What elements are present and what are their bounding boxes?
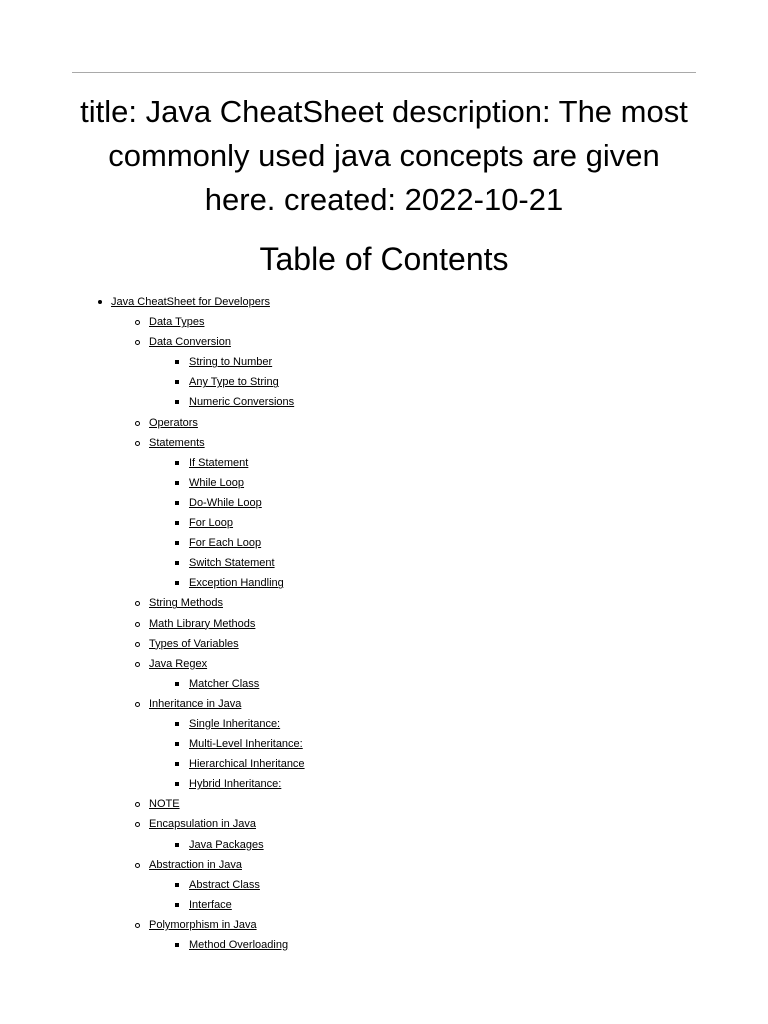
toc-item-level-3 <box>72 493 696 513</box>
toc-item-level-3 <box>72 875 696 895</box>
toc-link[interactable]: Abstract Class <box>189 878 260 891</box>
toc-link[interactable]: Statements <box>149 436 205 449</box>
square-bullet-icon <box>175 903 179 907</box>
toc-link[interactable]: Multi-Level Inheritance: <box>189 738 303 751</box>
square-bullet-icon <box>175 501 179 505</box>
toc-link[interactable]: Types of Variables <box>149 637 239 650</box>
square-bullet-icon <box>175 883 179 887</box>
toc-link[interactable]: Method Overloading <box>189 939 289 951</box>
toc-item-level-3 <box>72 553 696 573</box>
circle-bullet-icon <box>135 441 140 446</box>
toc-heading: Table of Contents <box>259 241 509 277</box>
toc-item-level-2 <box>72 814 696 834</box>
toc-item-level-2 <box>72 593 696 613</box>
toc-link[interactable]: Hybrid Inheritance: <box>189 778 282 791</box>
toc-link[interactable]: Abstraction in Java <box>149 858 242 871</box>
square-bullet-icon <box>175 541 179 545</box>
circle-bullet-icon <box>135 822 140 827</box>
toc-item-level-3 <box>72 935 696 955</box>
toc-link[interactable]: Hierarchical Inheritance <box>189 758 305 771</box>
square-bullet-icon <box>175 581 179 585</box>
toc-item-level-3 <box>72 754 696 774</box>
square-bullet-icon <box>175 762 179 766</box>
circle-bullet-icon <box>135 622 140 627</box>
toc-item-level-2 <box>72 433 696 453</box>
toc-item-level-3 <box>72 533 696 553</box>
toc-link[interactable]: Math Library Methods <box>149 617 256 630</box>
table-of-contents <box>72 292 696 955</box>
circle-bullet-icon <box>135 340 140 345</box>
toc-link[interactable]: Data Types <box>149 316 205 329</box>
square-bullet-icon <box>175 843 179 847</box>
toc-item-level-1 <box>72 292 696 312</box>
circle-bullet-icon <box>135 802 140 807</box>
toc-link[interactable]: Java Regex <box>149 657 208 670</box>
square-bullet-icon <box>175 380 179 384</box>
toc-link[interactable]: Operators <box>149 416 198 429</box>
toc-item-level-2 <box>72 614 696 634</box>
square-bullet-icon <box>175 561 179 565</box>
toc-item-level-3 <box>72 895 696 915</box>
square-bullet-icon <box>175 400 179 404</box>
toc-link[interactable]: Java Packages <box>189 838 264 851</box>
toc-link[interactable]: While Loop <box>189 476 245 489</box>
square-bullet-icon <box>175 682 179 686</box>
toc-item-level-2 <box>72 794 696 814</box>
toc-link[interactable]: If Statement <box>189 456 249 469</box>
toc-item-level-3 <box>72 392 696 412</box>
horizontal-rule <box>72 72 696 73</box>
toc-item-level-3 <box>72 513 696 533</box>
circle-bullet-icon <box>135 923 140 928</box>
disc-bullet-icon <box>98 300 102 304</box>
square-bullet-icon <box>175 722 179 726</box>
toc-link[interactable]: Interface <box>189 898 232 911</box>
square-bullet-icon <box>175 461 179 465</box>
toc-link[interactable]: Any Type to String <box>189 376 279 389</box>
circle-bullet-icon <box>135 421 140 426</box>
toc-item-level-2 <box>72 855 696 875</box>
toc-item-level-2 <box>72 654 696 674</box>
toc-item-level-3 <box>72 774 696 794</box>
square-bullet-icon <box>175 521 179 525</box>
toc-link[interactable]: Matcher Class <box>189 677 260 690</box>
toc-link[interactable]: Numeric Conversions <box>189 396 295 409</box>
toc-item-level-2 <box>72 915 696 935</box>
square-bullet-icon <box>175 360 179 364</box>
toc-item-level-2 <box>72 312 696 332</box>
circle-bullet-icon <box>135 601 140 606</box>
circle-bullet-icon <box>135 320 140 325</box>
circle-bullet-icon <box>135 863 140 868</box>
toc-link[interactable]: Java CheatSheet for Developers <box>111 296 270 308</box>
toc-link[interactable]: NOTE <box>149 798 180 811</box>
square-bullet-icon <box>175 782 179 786</box>
toc-item-level-3 <box>72 372 696 392</box>
toc-link[interactable]: String to Number <box>189 356 273 369</box>
toc-link[interactable]: Encapsulation in Java <box>149 818 257 831</box>
toc-link[interactable]: Polymorphism in Java <box>149 918 257 931</box>
toc-item-level-3 <box>72 835 696 855</box>
toc-link[interactable]: String Methods <box>149 597 223 610</box>
toc-link[interactable]: Inheritance in Java <box>149 697 242 710</box>
square-bullet-icon <box>175 742 179 746</box>
toc-item-level-2 <box>72 694 696 714</box>
toc-item-level-3 <box>72 453 696 473</box>
toc-link[interactable]: Do-While Loop <box>189 496 262 509</box>
toc-link[interactable]: For Each Loop <box>189 537 262 550</box>
toc-link[interactable]: Data Conversion <box>149 336 231 349</box>
toc-item-level-3 <box>72 734 696 754</box>
circle-bullet-icon <box>135 662 140 667</box>
toc-item-level-3 <box>72 473 696 493</box>
toc-link[interactable]: For Loop <box>189 517 234 530</box>
square-bullet-icon <box>175 481 179 485</box>
toc-link[interactable]: Single Inheritance: <box>189 717 281 730</box>
toc-item-level-3 <box>72 674 696 694</box>
toc-item-level-2 <box>72 332 696 352</box>
toc-link[interactable]: Switch Statement <box>189 557 275 570</box>
circle-bullet-icon <box>135 642 140 647</box>
toc-list <box>72 292 696 955</box>
square-bullet-icon <box>175 943 179 947</box>
toc-item-level-3 <box>72 714 696 734</box>
toc-item-level-3 <box>72 573 696 593</box>
toc-item-level-2 <box>72 634 696 654</box>
front-matter-heading: title: Java CheatSheet description: The most commonly used java concepts are given here. created: 2022-10-21 <box>80 94 688 217</box>
toc-item-level-3 <box>72 352 696 372</box>
toc-item-level-2 <box>72 413 696 433</box>
circle-bullet-icon <box>135 702 140 707</box>
toc-link[interactable]: Exception Handling <box>189 577 284 590</box>
